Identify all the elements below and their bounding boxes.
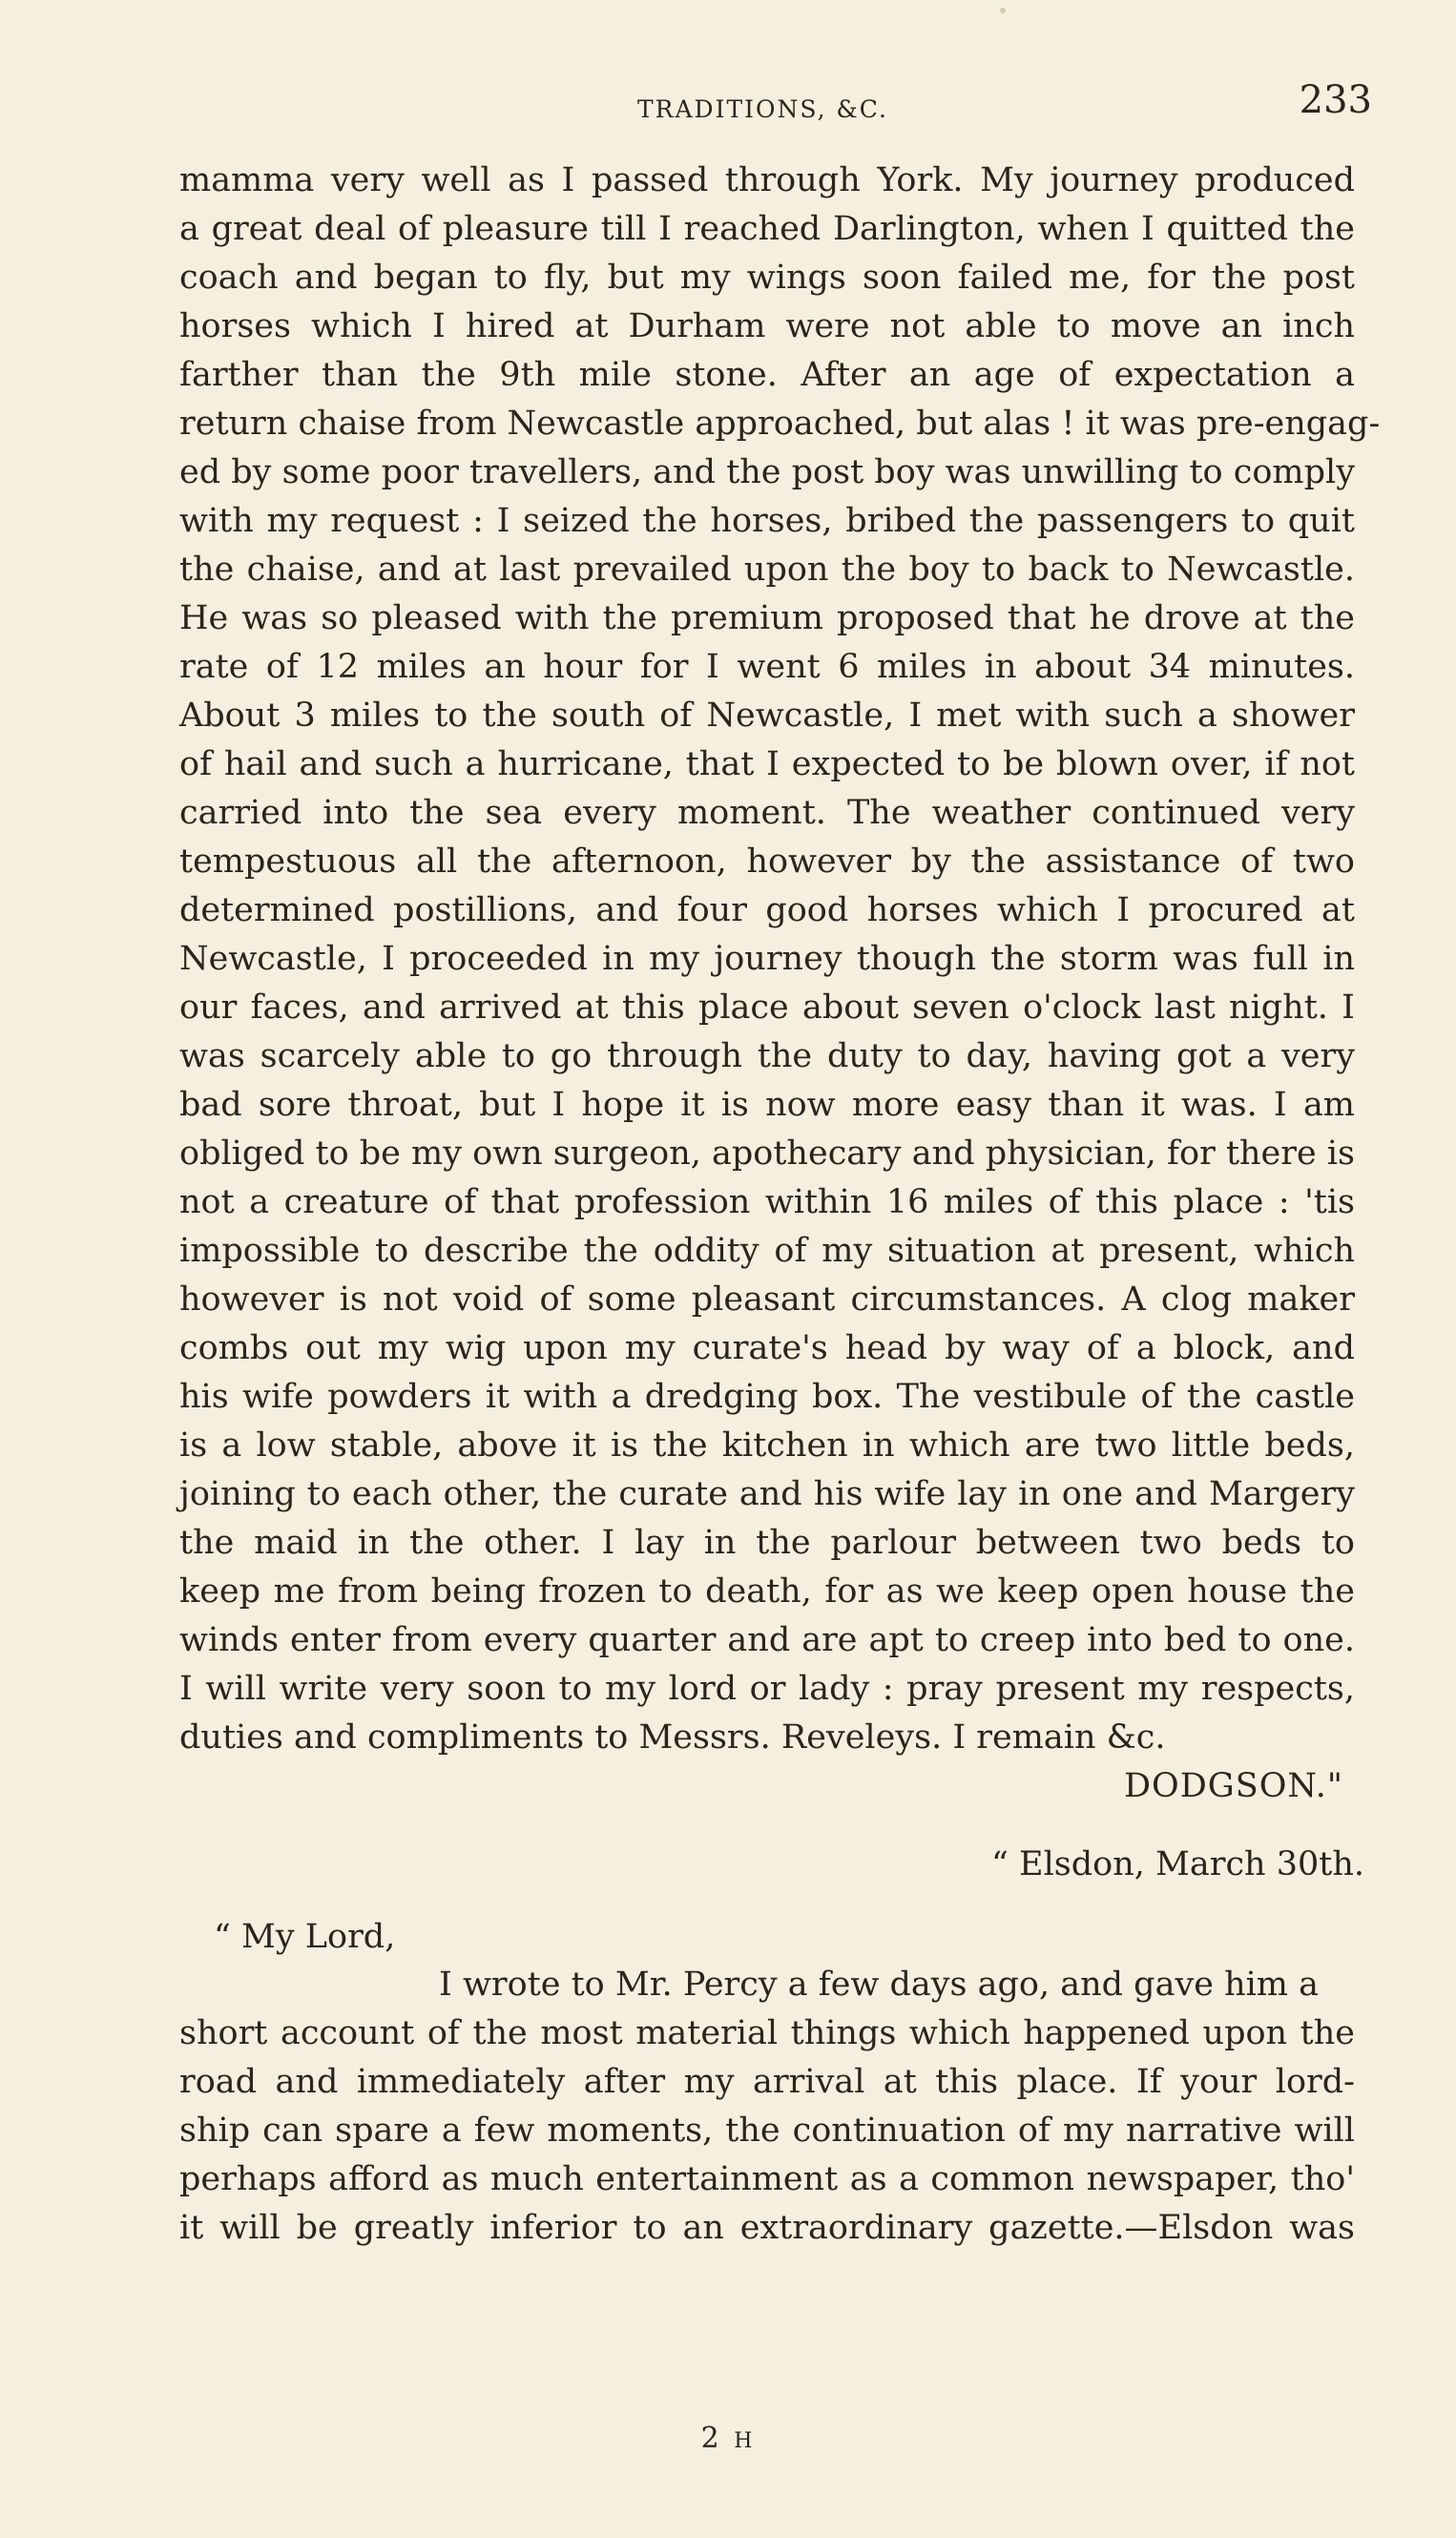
text-line: rate of 12 miles an hour for I went 6 miles in about 34 minutes. bbox=[179, 648, 1355, 686]
signature-mark-letter: H bbox=[734, 2429, 756, 2453]
text-line: short account of the most material things which happened upon the bbox=[179, 2014, 1355, 2052]
text-line: was scarcely able to go through the duty to day, having got a very bbox=[179, 1037, 1355, 1075]
text-line: farther than the 9th mile stone. After an age of expectation a bbox=[179, 356, 1355, 394]
text-line: a great deal of pleasure till I reached Darlington, when I quitted the bbox=[179, 210, 1355, 248]
text-line: perhaps afford as much entertainment as a common newspaper, tho' bbox=[179, 2160, 1355, 2198]
text-line: duties and compliments to Messrs. Reveleys. I remain &c. bbox=[179, 1718, 1166, 1757]
text-line: coach and began to fly, but my wings soon failed me, for the post bbox=[179, 259, 1355, 297]
text-line: the chaise, and at last prevailed upon the boy to back to Newcastle. bbox=[179, 551, 1355, 589]
text-line: return chaise from Newcastle approached, but alas ! it was pre-engag- bbox=[179, 405, 1381, 443]
text-line: horses which I hired at Durham were not able to move an inch bbox=[179, 307, 1355, 345]
text-line: winds enter from every quarter and are apt to creep into bed to one. bbox=[179, 1621, 1355, 1659]
text-line: is a low stable, above it is the kitchen in which are two little beds, bbox=[179, 1426, 1355, 1465]
text-line: road and immediately after my arrival at this place. If your lord- bbox=[179, 2063, 1355, 2101]
text-line: ed by some poor travellers, and the post boy was unwilling to comply bbox=[179, 453, 1355, 491]
text-line: ship can spare a few moments, the continuation of my narrative will bbox=[179, 2112, 1355, 2150]
text-line: impossible to describe the oddity of my situation at present, which bbox=[179, 1232, 1355, 1270]
text-line: the maid in the other. I lay in the parlour between two beds to bbox=[179, 1524, 1355, 1562]
text-line: our faces, and arrived at this place about seven o'clock last night. I bbox=[179, 988, 1355, 1027]
text-line: tempestuous all the afternoon, however by the assistance of two bbox=[179, 843, 1355, 881]
text-line: I will write very soon to my lord or lady : pray present my respects, bbox=[179, 1670, 1355, 1708]
text-line: combs out my wig upon my curate's head by way of a block, and bbox=[179, 1329, 1355, 1367]
text-line: however is not void of some pleasant circumstances. A clog maker bbox=[179, 1280, 1355, 1319]
running-title: TRADITIONS, &C. bbox=[637, 95, 888, 123]
text-line: joining to each other, the curate and his wife lay in one and Margery bbox=[179, 1475, 1355, 1513]
page-header bbox=[0, 78, 1456, 135]
text-line: mamma very well as I passed through York. My journey produced bbox=[179, 161, 1355, 199]
text-line: it will be greatly inferior to an extraordinary gazette.—Elsdon was bbox=[179, 2209, 1355, 2247]
text-line: obliged to be my own surgeon, apothecary and physician, for there is bbox=[179, 1134, 1355, 1173]
text-line: He was so pleased with the premium proposed that he drove at the bbox=[179, 599, 1355, 637]
letter-signature: DODGSON." bbox=[1123, 1767, 1343, 1805]
text-line: About 3 miles to the south of Newcastle, I met with such a shower bbox=[179, 697, 1355, 735]
letter-salutation: “ My Lord, bbox=[214, 1918, 396, 1956]
signature-mark-number: 2 bbox=[700, 2422, 722, 2455]
text-line: of hail and such a hurricane, that I expected to be blown over, if not bbox=[179, 745, 1355, 783]
body-paragraph bbox=[179, 156, 1381, 1811]
text-line: Newcastle, I proceeded in my journey though the storm was full in bbox=[179, 940, 1355, 978]
text-line: not a creature of that profession within 16 miles of this place : 'tis bbox=[179, 1183, 1355, 1221]
page-number: 233 bbox=[1299, 78, 1372, 122]
paper-speck bbox=[1000, 8, 1006, 13]
text-line: with my request : I seized the horses, bribed the passengers to quit bbox=[179, 502, 1355, 540]
signature-mark bbox=[0, 2422, 1456, 2455]
text-line: I wrote to Mr. Percy a few days ago, and gave him a bbox=[439, 1966, 1319, 2004]
text-line: keep me from being frozen to death, for as we keep open house the bbox=[179, 1572, 1355, 1611]
text-line: determined postillions, and four good horses which I procured at bbox=[179, 891, 1355, 929]
letter-paragraph bbox=[179, 1961, 1355, 2253]
text-line: bad sore throat, but I hope it is now more easy than it was. I am bbox=[179, 1086, 1355, 1124]
text-line: his wife powders it with a dredging box. The vestibule of the castle bbox=[179, 1378, 1355, 1416]
letter-dateline: “ Elsdon, March 30th. bbox=[991, 1845, 1364, 1883]
text-line: carried into the sea every moment. The weather continued very bbox=[179, 794, 1355, 832]
